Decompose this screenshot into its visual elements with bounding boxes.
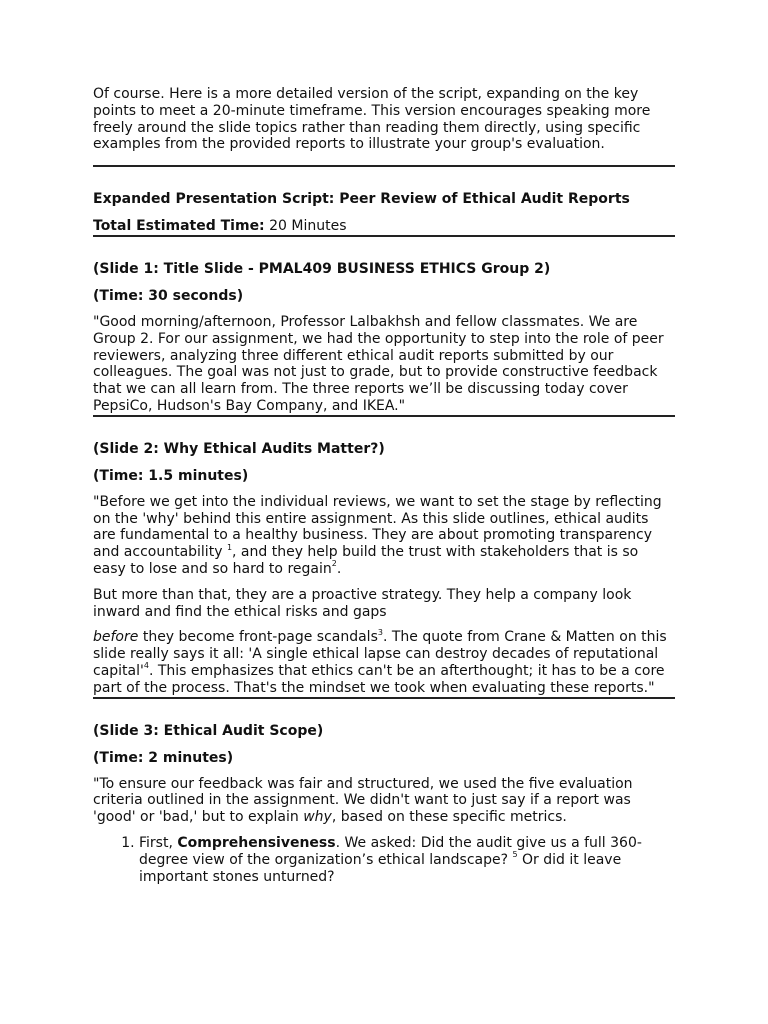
text-run: . We asked: Did the audit give us a full 360-degree view of the organization’s ethical landscape? [139,834,642,868]
text-run: , and they help build the trust with stakeholders that is so easy to lose and so hard to regain [93,544,639,577]
text-run: First, [139,834,178,851]
total-time-value: 20 Minutes [264,218,347,235]
slide2-paragraph-1 [93,494,675,578]
text-run: , based on these specific metrics. [331,809,567,826]
footnote-ref: 3 [377,627,383,637]
slide1-time: (Time: 30 seconds) [93,287,244,304]
total-time-line [93,218,675,235]
text-run: . The quote from Crane & Matten on this slide really says it all: 'A single ethical lapse can destroy decades of reputational capital' [93,629,667,679]
slide2-paragraph-3 [93,629,675,696]
slide3-paragraph-1 [93,776,675,826]
divider [93,415,675,417]
slide2-paragraph-2: But more than that, they are a proactive strategy. They help a company look inward and find the ethical risks and gaps [93,586,632,620]
text-run: . [336,560,342,577]
text-run: "To ensure our feedback was fair and structured, we used the five evaluation criteria outlined in the assignment. We didn't want to just say if a report was 'good' or 'bad,' but to explain [93,775,633,826]
text-run: "Before we get into the individual reviews, we want to set the stage by reflecting on the 'why' behind this entire assignment. As this slide outlines, ethical audits are fundamental to a healthy business. They are about promoting transparency and accountability [93,493,662,561]
footnote-ref: 2 [331,559,337,569]
text-run: they become front-page scandals [138,629,378,646]
text-run: Or did it leave important stones unturned? [139,851,622,885]
footnote-ref: 1 [226,542,233,552]
slide2-time: (Time: 1.5 minutes) [93,467,249,484]
criteria-list [93,835,675,885]
slide2-title: (Slide 2: Why Ethical Audits Matter?) [93,440,385,457]
emphasis-text: why [303,809,332,826]
footnote-ref: 5 [512,850,518,860]
slide1-title: (Slide 1: Title Slide - PMAL409 BUSINESS ETHICS Group 2) [93,260,551,277]
script-title: Expanded Presentation Script: Peer Review of Ethical Audit Reports [93,191,630,208]
slide3-time: (Time: 2 minutes) [93,749,234,766]
list-item [139,835,675,885]
text-run: . This emphasizes that ethics can't be an afterthought; it has to be a core part of the process. That's the mindset we took when evaluating these reports." [93,662,665,696]
emphasis-text: before [93,629,139,646]
divider [93,697,675,699]
document-page [93,86,675,885]
slide3-title: (Slide 3: Ethical Audit Scope) [93,722,324,739]
criterion-name: Comprehensiveness [177,834,336,851]
divider [93,165,675,167]
intro-paragraph: Of course. Here is a more detailed version of the script, expanding on the key points to meet a 20-minute timeframe. This version encourages speaking more freely around the slide topics rather than reading them directly, using specific examples from the provided reports to illustrate your group's evaluation. [93,86,651,153]
slide1-body: "Good morning/afternoon, Professor Lalbakhsh and fellow classmates. We are Group 2. For our assignment, we had the opportunity to step into the role of peer reviewers, analyzing three different ethical audit reports submitted by our colleagues. The goal was not just to grade, but to provide constructive feedback that we can all learn from. The three reports we’ll be discussing today cover PepsiCo, Hudson's Bay Company, and IKEA." [93,313,664,414]
divider [93,235,675,237]
footnote-ref: 4 [143,661,149,671]
total-time-label: Total Estimated Time: [93,218,265,235]
